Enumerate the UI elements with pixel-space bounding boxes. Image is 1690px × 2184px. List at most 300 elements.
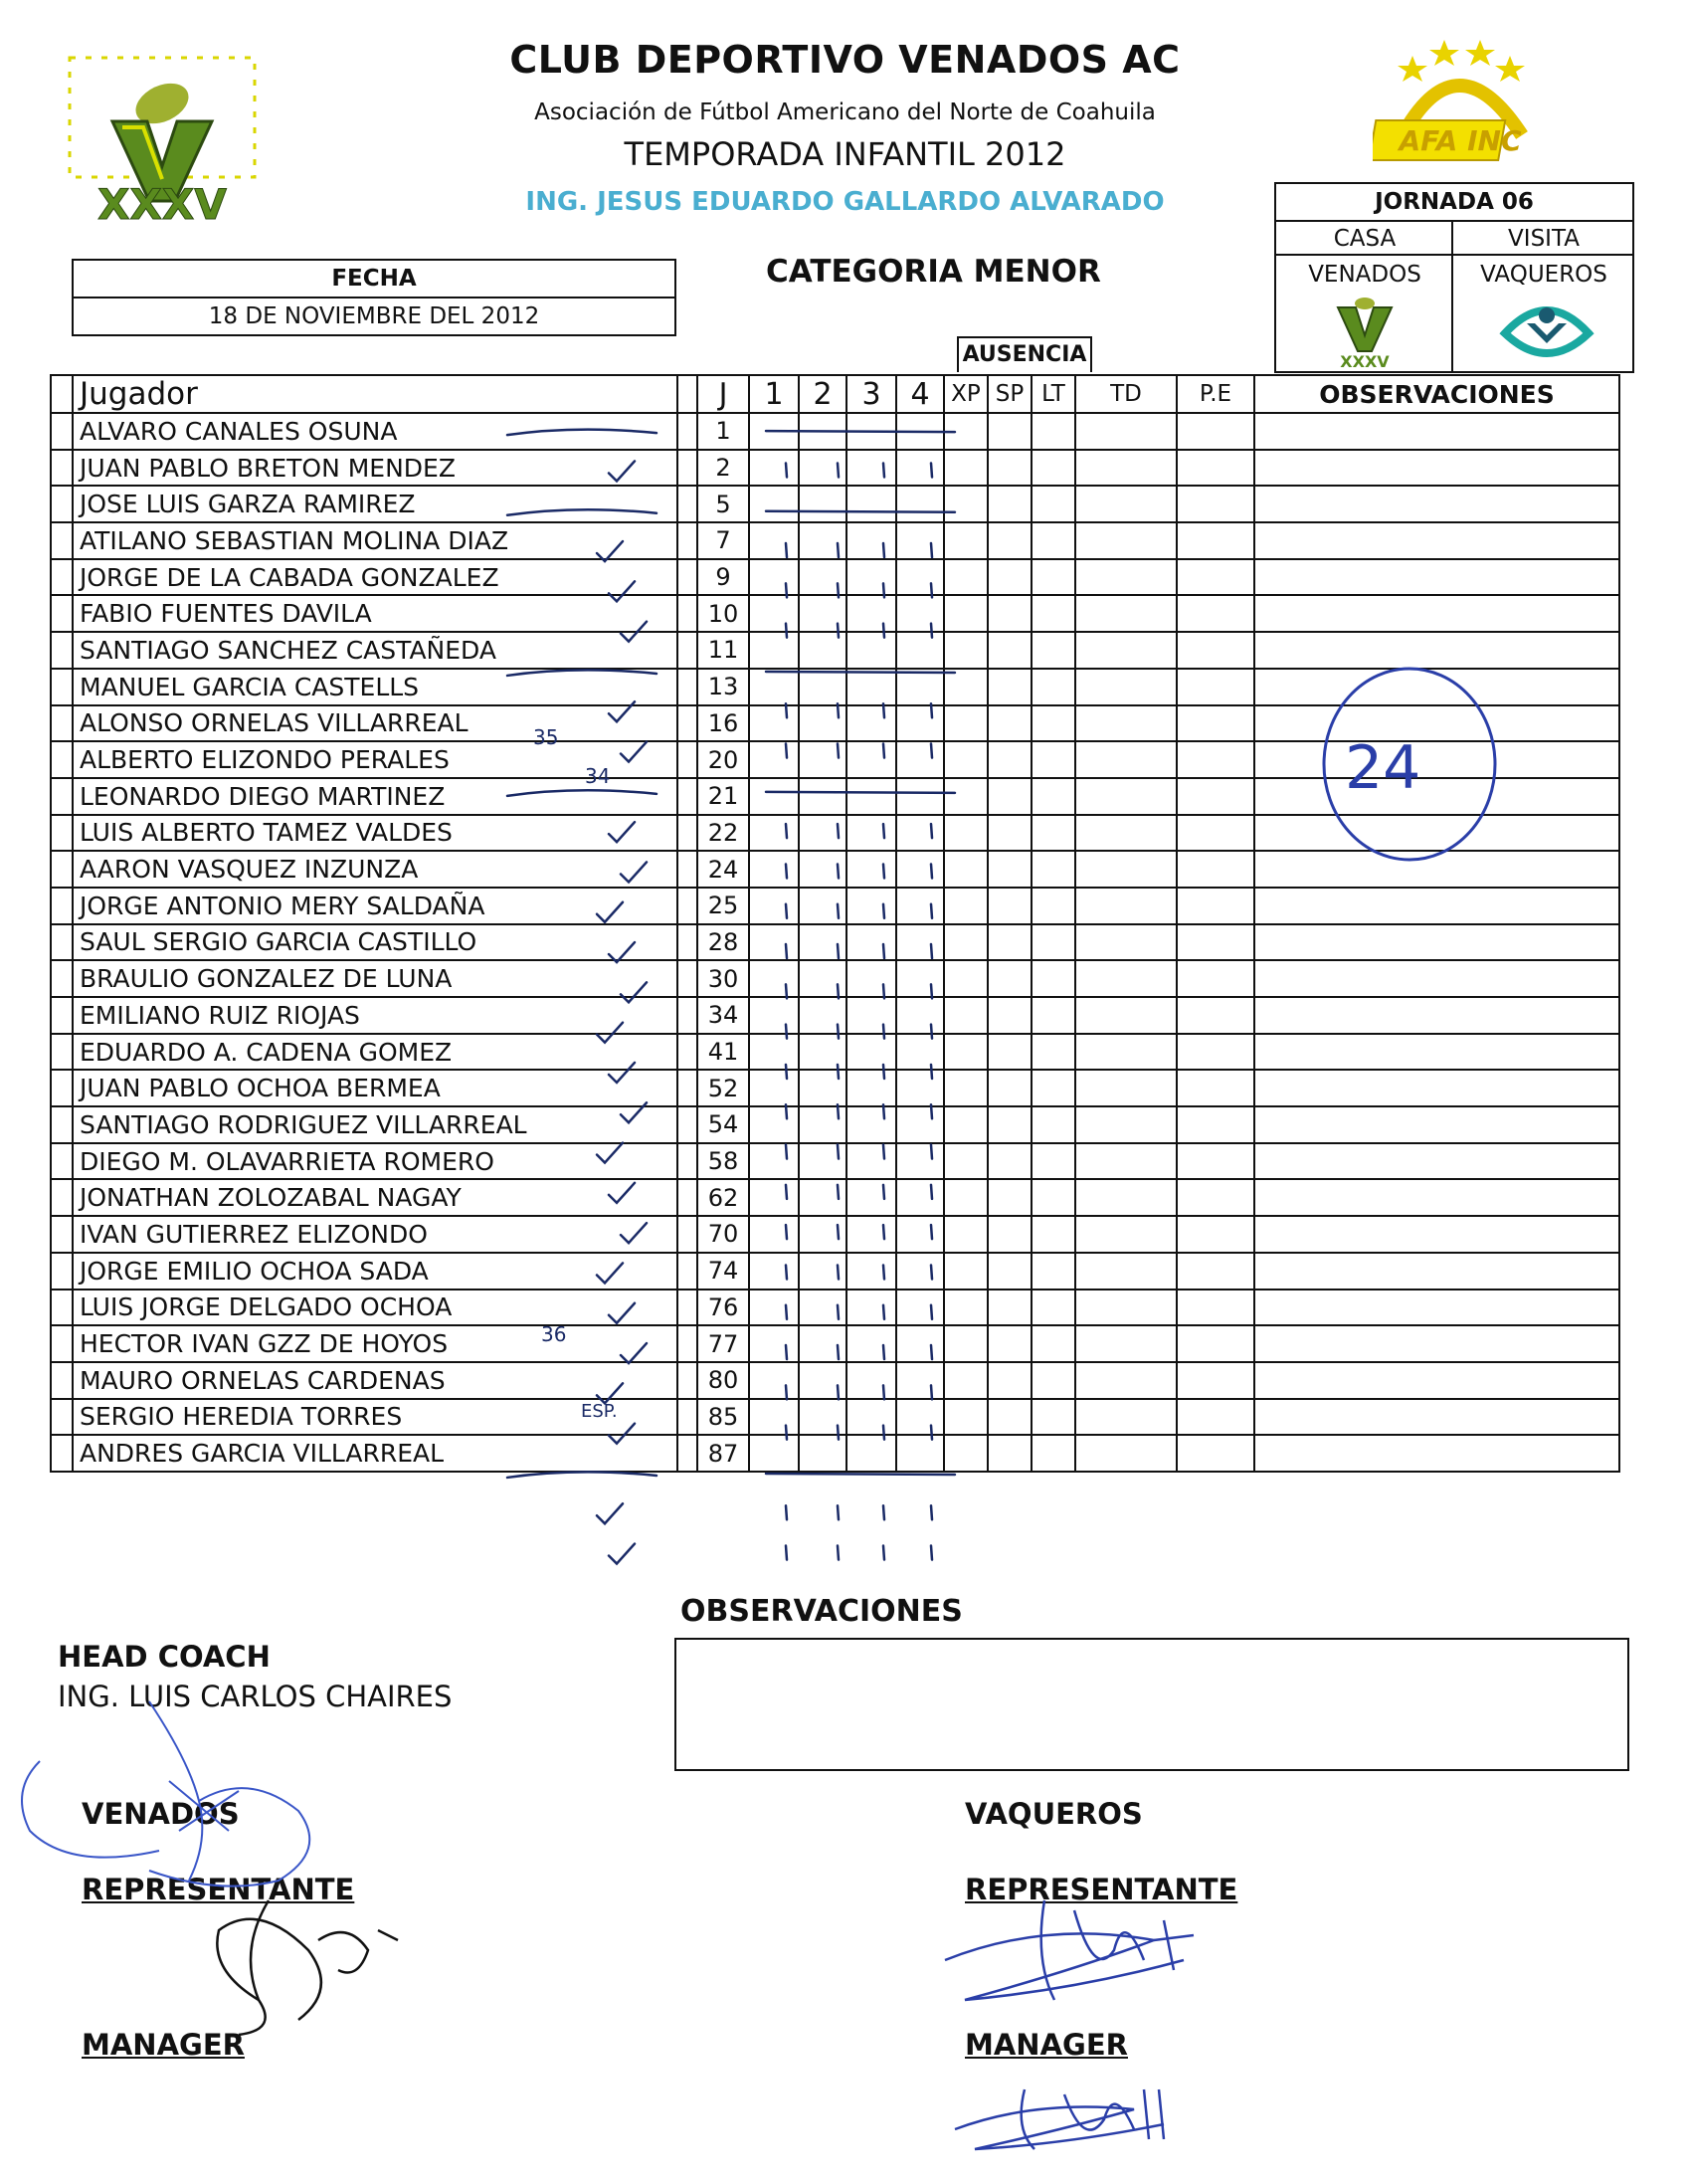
table-cell — [896, 1179, 944, 1216]
table-cell — [749, 997, 799, 1034]
table-cell — [988, 1106, 1032, 1143]
table-cell — [51, 559, 73, 596]
table-cell — [677, 486, 697, 522]
table-cell — [944, 1253, 988, 1290]
player-name: EMILIANO RUIZ RIOJAS — [73, 997, 677, 1034]
table-cell — [944, 1435, 988, 1472]
table-cell — [1075, 1290, 1177, 1326]
table-cell — [749, 888, 799, 924]
col-td: TD — [1075, 375, 1177, 413]
table-cell — [1254, 522, 1619, 559]
observaciones-box — [674, 1638, 1629, 1771]
table-cell — [988, 888, 1032, 924]
player-number: 21 — [697, 778, 749, 815]
table-cell — [51, 1399, 73, 1436]
table-cell — [1032, 960, 1075, 997]
table-cell — [677, 1070, 697, 1106]
table-cell — [944, 1070, 988, 1106]
table-cell — [1032, 1216, 1075, 1253]
table-cell — [799, 632, 846, 669]
table-cell — [1177, 960, 1254, 997]
table-cell — [896, 705, 944, 742]
home-team: VENADOS — [1308, 262, 1421, 288]
table-cell — [677, 1179, 697, 1216]
player-number: 76 — [697, 1290, 749, 1326]
table-row — [51, 1325, 1619, 1362]
table-cell — [51, 888, 73, 924]
table-cell — [846, 741, 896, 778]
player-name: ALONSO ORNELAS VILLARREAL — [73, 705, 677, 742]
player-name: SAUL SERGIO GARCIA CASTILLO — [73, 924, 677, 961]
table-cell — [944, 450, 988, 487]
table-cell — [749, 632, 799, 669]
table-cell — [988, 1399, 1032, 1436]
table-cell — [51, 1034, 73, 1071]
head-coach-signature — [0, 1682, 378, 1900]
table-cell — [51, 1179, 73, 1216]
table-cell — [51, 1290, 73, 1326]
table-cell — [1032, 1435, 1075, 1472]
col-q2: 2 — [799, 375, 846, 413]
table-cell — [944, 1362, 988, 1399]
table-cell — [799, 851, 846, 888]
table-cell — [896, 1399, 944, 1436]
table-cell — [1254, 705, 1619, 742]
table-cell — [799, 960, 846, 997]
table-cell — [944, 924, 988, 961]
table-row — [51, 522, 1619, 559]
table-cell — [1177, 888, 1254, 924]
table-cell — [1177, 413, 1254, 450]
table-cell — [1177, 595, 1254, 632]
table-row — [51, 559, 1619, 596]
season-title: TEMPORADA INFANTIL 2012 — [624, 135, 1066, 173]
col-sp: SP — [988, 375, 1032, 413]
col-lt: LT — [1032, 375, 1075, 413]
table-cell — [1032, 1399, 1075, 1436]
representante-right-signature — [925, 1890, 1243, 2040]
table-cell — [1177, 669, 1254, 705]
table-cell — [944, 1179, 988, 1216]
table-cell — [988, 705, 1032, 742]
afa-logo — [1373, 26, 1542, 175]
table-cell — [1075, 522, 1177, 559]
player-number: 11 — [697, 632, 749, 669]
table-cell — [846, 1106, 896, 1143]
table-cell — [51, 486, 73, 522]
table-cell — [846, 413, 896, 450]
table-cell — [677, 960, 697, 997]
table-cell — [799, 997, 846, 1034]
table-cell — [799, 1143, 846, 1180]
table-cell — [799, 595, 846, 632]
table-cell — [896, 595, 944, 632]
table-cell — [1075, 778, 1177, 815]
player-number: 25 — [697, 888, 749, 924]
table-cell — [896, 924, 944, 961]
table-cell — [1177, 1216, 1254, 1253]
table-cell — [749, 486, 799, 522]
table-cell — [749, 595, 799, 632]
table-cell — [799, 705, 846, 742]
table-cell — [1032, 632, 1075, 669]
table-cell — [846, 559, 896, 596]
table-cell — [896, 1034, 944, 1071]
table-cell — [896, 1143, 944, 1180]
note-76: ESP. — [581, 1401, 618, 1422]
table-cell — [677, 450, 697, 487]
table-cell — [51, 413, 73, 450]
table-cell — [1254, 669, 1619, 705]
table-cell — [749, 1034, 799, 1071]
table-row — [51, 1290, 1619, 1326]
table-cell — [1075, 741, 1177, 778]
table-cell — [846, 669, 896, 705]
table-cell — [749, 778, 799, 815]
table-cell — [944, 705, 988, 742]
table-cell — [944, 888, 988, 924]
table-cell — [1032, 1290, 1075, 1326]
table-cell — [896, 888, 944, 924]
table-cell — [988, 1362, 1032, 1399]
player-number: 52 — [697, 1070, 749, 1106]
table-cell — [896, 815, 944, 852]
table-cell — [1254, 1253, 1619, 1290]
table-row — [51, 450, 1619, 487]
table-cell — [846, 486, 896, 522]
table-cell — [1075, 705, 1177, 742]
table-cell — [1032, 595, 1075, 632]
table-cell — [846, 888, 896, 924]
player-name: JORGE EMILIO OCHOA SADA — [73, 1253, 677, 1290]
table-cell — [988, 559, 1032, 596]
table-cell — [749, 1106, 799, 1143]
table-cell — [51, 1106, 73, 1143]
table-cell — [1254, 1325, 1619, 1362]
table-cell — [51, 741, 73, 778]
table-cell — [1075, 924, 1177, 961]
table-row — [51, 1106, 1619, 1143]
table-cell — [749, 522, 799, 559]
table-cell — [1075, 1070, 1177, 1106]
table-cell — [1032, 815, 1075, 852]
manager-right: MANAGER — [965, 2028, 1128, 2062]
player-number: 5 — [697, 486, 749, 522]
player-name: JORGE ANTONIO MERY SALDAÑA — [73, 888, 677, 924]
player-number: 62 — [697, 1179, 749, 1216]
table-cell — [1177, 1179, 1254, 1216]
table-row — [51, 1143, 1619, 1180]
table-cell — [799, 778, 846, 815]
table-row — [51, 705, 1619, 742]
table-cell — [896, 851, 944, 888]
table-cell — [1075, 1399, 1177, 1436]
player-name: ATILANO SEBASTIAN MOLINA DIAZ — [73, 522, 677, 559]
table-cell — [988, 1143, 1032, 1180]
table-cell — [1254, 815, 1619, 852]
table-cell — [1075, 960, 1177, 997]
table-cell — [1075, 1435, 1177, 1472]
player-name: MAURO ORNELAS CARDENAS — [73, 1362, 677, 1399]
table-cell — [51, 1325, 73, 1362]
table-cell — [1075, 486, 1177, 522]
player-name: SANTIAGO SANCHEZ CASTAÑEDA — [73, 632, 677, 669]
player-number: 28 — [697, 924, 749, 961]
player-name: MANUEL GARCIA CASTELLS — [73, 669, 677, 705]
table-cell — [1075, 450, 1177, 487]
table-row — [51, 741, 1619, 778]
table-cell — [799, 522, 846, 559]
table-cell — [1254, 997, 1619, 1034]
col-xp: XP — [944, 375, 988, 413]
table-cell — [1177, 997, 1254, 1034]
table-cell — [896, 1290, 944, 1326]
table-cell — [51, 1143, 73, 1180]
table-cell — [1254, 1106, 1619, 1143]
table-cell — [749, 1399, 799, 1436]
table-row — [51, 595, 1619, 632]
table-cell — [799, 486, 846, 522]
table-cell — [799, 815, 846, 852]
table-cell — [1254, 486, 1619, 522]
table-cell — [677, 1435, 697, 1472]
table-cell — [1032, 705, 1075, 742]
table-cell — [1032, 1253, 1075, 1290]
representante-right: REPRESENTANTE — [965, 1873, 1238, 1906]
away-team-logo — [1497, 294, 1596, 369]
note-70: 36 — [541, 1322, 567, 1346]
table-row — [51, 815, 1619, 852]
quarter-tally — [786, 1505, 787, 1519]
note-16: 34 — [585, 764, 611, 788]
table-cell — [988, 669, 1032, 705]
table-cell — [1032, 1143, 1075, 1180]
table-cell — [1032, 1325, 1075, 1362]
table-cell — [799, 1325, 846, 1362]
table-cell — [677, 1325, 697, 1362]
table-cell — [846, 960, 896, 997]
table-cell — [1177, 924, 1254, 961]
check-mark — [597, 1503, 623, 1523]
table-cell — [749, 1325, 799, 1362]
table-cell — [846, 1325, 896, 1362]
table-cell — [677, 924, 697, 961]
table-cell — [944, 1399, 988, 1436]
player-name: DIEGO M. OLAVARRIETA ROMERO — [73, 1143, 677, 1180]
circled-total: 24 — [1345, 733, 1421, 803]
table-cell — [846, 1362, 896, 1399]
table-cell — [1075, 1253, 1177, 1290]
association-name: Asociación de Fútbol Americano del Norte de Coahuila — [534, 99, 1156, 125]
player-name: ALVARO CANALES OSUNA — [73, 413, 677, 450]
observaciones-title: OBSERVACIONES — [680, 1594, 963, 1629]
table-cell — [51, 924, 73, 961]
player-number: 1 — [697, 413, 749, 450]
table-cell — [1075, 815, 1177, 852]
fecha-value: 18 DE NOVIEMBRE DEL 2012 — [72, 297, 676, 336]
table-cell — [896, 1070, 944, 1106]
table-cell — [677, 1362, 697, 1399]
player-number: 10 — [697, 595, 749, 632]
table-cell — [749, 851, 799, 888]
table-cell — [1254, 413, 1619, 450]
table-cell — [944, 815, 988, 852]
table-cell — [1032, 1106, 1075, 1143]
table-cell — [749, 815, 799, 852]
table-cell — [988, 997, 1032, 1034]
table-cell — [846, 1435, 896, 1472]
table-cell — [846, 1034, 896, 1071]
table-cell — [846, 1070, 896, 1106]
table-cell — [846, 632, 896, 669]
table-cell — [846, 705, 896, 742]
player-name: LUIS ALBERTO TAMEZ VALDES — [73, 815, 677, 852]
table-cell — [749, 924, 799, 961]
table-cell — [944, 595, 988, 632]
table-row — [51, 851, 1619, 888]
table-row — [51, 632, 1619, 669]
quarter-tally — [838, 1505, 839, 1519]
manager-left: MANAGER — [82, 2028, 245, 2062]
table-cell — [51, 705, 73, 742]
table-cell — [51, 669, 73, 705]
table-cell — [1254, 1435, 1619, 1472]
table-cell — [799, 1290, 846, 1326]
player-number: 74 — [697, 1253, 749, 1290]
table-cell — [1254, 1070, 1619, 1106]
quarter-tally — [883, 1546, 884, 1560]
table-cell — [1254, 1362, 1619, 1399]
table-cell — [896, 669, 944, 705]
head-coach-title: HEAD COACH — [58, 1640, 271, 1674]
table-cell — [1177, 778, 1254, 815]
player-number: 85 — [697, 1399, 749, 1436]
table-cell — [896, 486, 944, 522]
representante-left-signature — [199, 1890, 438, 2040]
home-label: CASA — [1333, 226, 1397, 252]
table-cell — [846, 1143, 896, 1180]
table-cell — [1254, 1034, 1619, 1071]
table-cell — [1032, 851, 1075, 888]
table-cell — [1075, 1143, 1177, 1180]
table-cell — [1254, 1143, 1619, 1180]
table-cell — [1177, 1253, 1254, 1290]
player-number: 20 — [697, 741, 749, 778]
table-cell — [1177, 741, 1254, 778]
table-cell — [677, 1143, 697, 1180]
table-cell — [1254, 559, 1619, 596]
table-cell — [677, 1253, 697, 1290]
table-cell — [944, 741, 988, 778]
table-cell — [944, 851, 988, 888]
table-cell — [51, 778, 73, 815]
table-cell — [846, 1216, 896, 1253]
table-row — [51, 1362, 1619, 1399]
venados-label: VENADOS — [82, 1797, 240, 1831]
col-jugador: Jugador — [73, 375, 677, 413]
quarter-tally — [883, 1505, 884, 1519]
away-team: VAQUEROS — [1480, 262, 1607, 288]
table-cell — [749, 1435, 799, 1472]
table-cell — [749, 1362, 799, 1399]
table-row — [51, 924, 1619, 961]
table-cell — [1254, 778, 1619, 815]
jornada-title: JORNADA 06 — [1276, 184, 1632, 222]
table-cell — [1075, 1106, 1177, 1143]
table-cell — [1075, 851, 1177, 888]
col-q4: 4 — [896, 375, 944, 413]
table-cell — [1254, 595, 1619, 632]
table-cell — [1254, 1290, 1619, 1326]
table-cell — [799, 1106, 846, 1143]
table-cell — [944, 960, 988, 997]
table-cell — [988, 1253, 1032, 1290]
quarter-tally — [786, 1546, 787, 1560]
table-cell — [896, 1106, 944, 1143]
table-cell — [1254, 924, 1619, 961]
table-cell — [896, 1325, 944, 1362]
player-number: 87 — [697, 1435, 749, 1472]
table-cell — [677, 888, 697, 924]
table-cell — [51, 1362, 73, 1399]
table-cell — [677, 669, 697, 705]
player-name: HECTOR IVAN GZZ DE HOYOS — [73, 1325, 677, 1362]
table-cell — [896, 741, 944, 778]
table-cell — [677, 851, 697, 888]
table-cell — [1032, 888, 1075, 924]
table-cell — [1177, 632, 1254, 669]
table-cell — [1075, 1179, 1177, 1216]
table-cell — [944, 1034, 988, 1071]
table-cell — [1254, 632, 1619, 669]
table-cell — [51, 960, 73, 997]
table-cell — [677, 1290, 697, 1326]
table-cell — [846, 997, 896, 1034]
table-cell — [1177, 1034, 1254, 1071]
player-name: JORGE DE LA CABADA GONZALEZ — [73, 559, 677, 596]
table-cell — [1075, 1325, 1177, 1362]
col-pe: P.E — [1177, 375, 1254, 413]
head-coach-name: ING. LUIS CARLOS CHAIRES — [58, 1680, 453, 1713]
table-cell — [988, 1435, 1032, 1472]
player-number: 7 — [697, 522, 749, 559]
table-cell — [1075, 1034, 1177, 1071]
col-q1: 1 — [749, 375, 799, 413]
player-number: 54 — [697, 1106, 749, 1143]
table-cell — [677, 1216, 697, 1253]
table-cell — [1075, 413, 1177, 450]
table-cell — [677, 413, 697, 450]
col-observaciones: OBSERVACIONES — [1254, 375, 1619, 413]
table-cell — [944, 1106, 988, 1143]
venados-logo — [58, 52, 267, 221]
table-cell — [988, 778, 1032, 815]
quarter-strike-line — [766, 1474, 955, 1475]
table-cell — [988, 1034, 1032, 1071]
table-cell — [749, 1216, 799, 1253]
vaqueros-label: VAQUEROS — [965, 1797, 1143, 1831]
table-cell — [677, 705, 697, 742]
table-cell — [1177, 486, 1254, 522]
player-number: 24 — [697, 851, 749, 888]
player-number: 41 — [697, 1034, 749, 1071]
table-cell — [988, 595, 1032, 632]
table-row — [51, 1399, 1619, 1436]
player-number: 9 — [697, 559, 749, 596]
table-cell — [1177, 815, 1254, 852]
table-cell — [799, 1362, 846, 1399]
roster-header-row — [51, 375, 1619, 413]
